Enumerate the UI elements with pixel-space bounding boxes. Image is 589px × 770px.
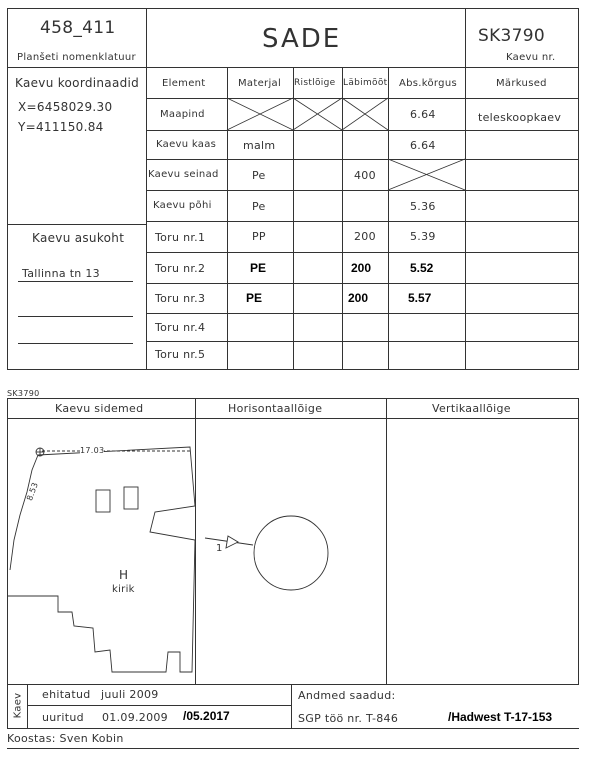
row-material: Pe bbox=[252, 200, 266, 213]
row-element: Maapind bbox=[160, 109, 205, 120]
row-material: Pe bbox=[252, 169, 266, 182]
well-id-label: Kaevu nr. bbox=[506, 52, 556, 63]
panel-title: Vertikaallõige bbox=[432, 402, 511, 415]
row-diameter: 200 bbox=[351, 261, 372, 275]
dimension-top: 17.03 bbox=[80, 446, 105, 455]
col-header-material: Materjal bbox=[238, 78, 282, 89]
row-material: PE bbox=[250, 261, 267, 275]
pipe-arrow bbox=[226, 536, 238, 548]
row-diameter: 400 bbox=[354, 169, 376, 182]
col-header-diameter: Läbimõõt bbox=[343, 78, 388, 88]
steps-rect bbox=[96, 490, 110, 512]
col-header-cross: Ristlõige bbox=[294, 78, 336, 88]
row-diameter: 200 bbox=[348, 291, 369, 305]
col-header-element: Element bbox=[162, 78, 206, 89]
section-circle bbox=[254, 516, 328, 590]
col-header-abs: Abs.kõrgus bbox=[399, 78, 457, 89]
row-material: PE bbox=[246, 291, 263, 305]
surveyed-label: uuritud bbox=[42, 711, 84, 724]
row-element: Toru nr.3 bbox=[155, 292, 206, 305]
author: Koostas: Sven Kobin bbox=[7, 732, 124, 745]
panel-title: Kaevu sidemed bbox=[55, 402, 144, 415]
row-element: Toru nr.2 bbox=[155, 262, 206, 275]
coords-label: Kaevu koordinaadid bbox=[15, 76, 140, 90]
row-material: PP bbox=[252, 230, 266, 243]
row-abs: 5.36 bbox=[410, 200, 436, 213]
well-id: SK3790 bbox=[478, 26, 546, 46]
row-diameter: 200 bbox=[354, 230, 376, 243]
plot-boundary bbox=[10, 455, 38, 570]
row-element: Kaevu seinad bbox=[148, 169, 219, 180]
row-material: malm bbox=[243, 139, 276, 152]
pipe-label: 1 bbox=[216, 543, 223, 554]
col-header-notes: Märkused bbox=[496, 78, 547, 89]
built-label: ehitatud bbox=[42, 688, 91, 701]
surveyed-value: 01.09.2009 bbox=[102, 711, 168, 724]
row-abs: 6.64 bbox=[410, 139, 436, 152]
location-label: Kaevu asukoht bbox=[32, 231, 125, 245]
built-value: juuli 2009 bbox=[101, 688, 159, 701]
coord-y: Y=411150.84 bbox=[18, 120, 104, 134]
dimension-left: 8.53 bbox=[25, 481, 40, 502]
data-source-label: Andmed saadud: bbox=[298, 689, 396, 702]
sheet-label: Planšeti nomenklatuur bbox=[17, 52, 136, 63]
building-letter: H bbox=[119, 568, 129, 582]
coord-x: X=6458029.30 bbox=[18, 100, 113, 114]
row-abs: 5.39 bbox=[410, 230, 436, 243]
row-abs: 6.64 bbox=[410, 108, 436, 121]
row-element: Kaevu kaas bbox=[156, 139, 217, 150]
data-source-value: SGP töö nr. T-846 bbox=[298, 712, 399, 725]
row-note: teleskoopkaev bbox=[478, 111, 562, 124]
side-label: Kaev bbox=[12, 692, 24, 719]
sheet-number: 458_411 bbox=[40, 18, 116, 38]
surveyed-extra: /05.2017 bbox=[183, 709, 230, 723]
row-element: Toru nr.4 bbox=[155, 321, 206, 334]
location-address: Tallinna tn 13 bbox=[22, 267, 100, 280]
page-title: SADE bbox=[262, 24, 342, 54]
row-element: Toru nr.5 bbox=[155, 348, 206, 361]
small-well-id: SK3790 bbox=[7, 389, 40, 398]
building-name: kirik bbox=[112, 584, 135, 595]
steps-rect bbox=[124, 487, 138, 509]
row-element: Toru nr.1 bbox=[155, 231, 206, 244]
building-outline bbox=[7, 447, 195, 672]
row-abs: 5.52 bbox=[410, 261, 434, 275]
row-abs: 5.57 bbox=[408, 291, 432, 305]
data-source-extra: /Hadwest T-17-153 bbox=[448, 710, 553, 724]
panel-title: Horisontaallõige bbox=[228, 402, 323, 415]
row-element: Kaevu põhi bbox=[153, 200, 212, 211]
